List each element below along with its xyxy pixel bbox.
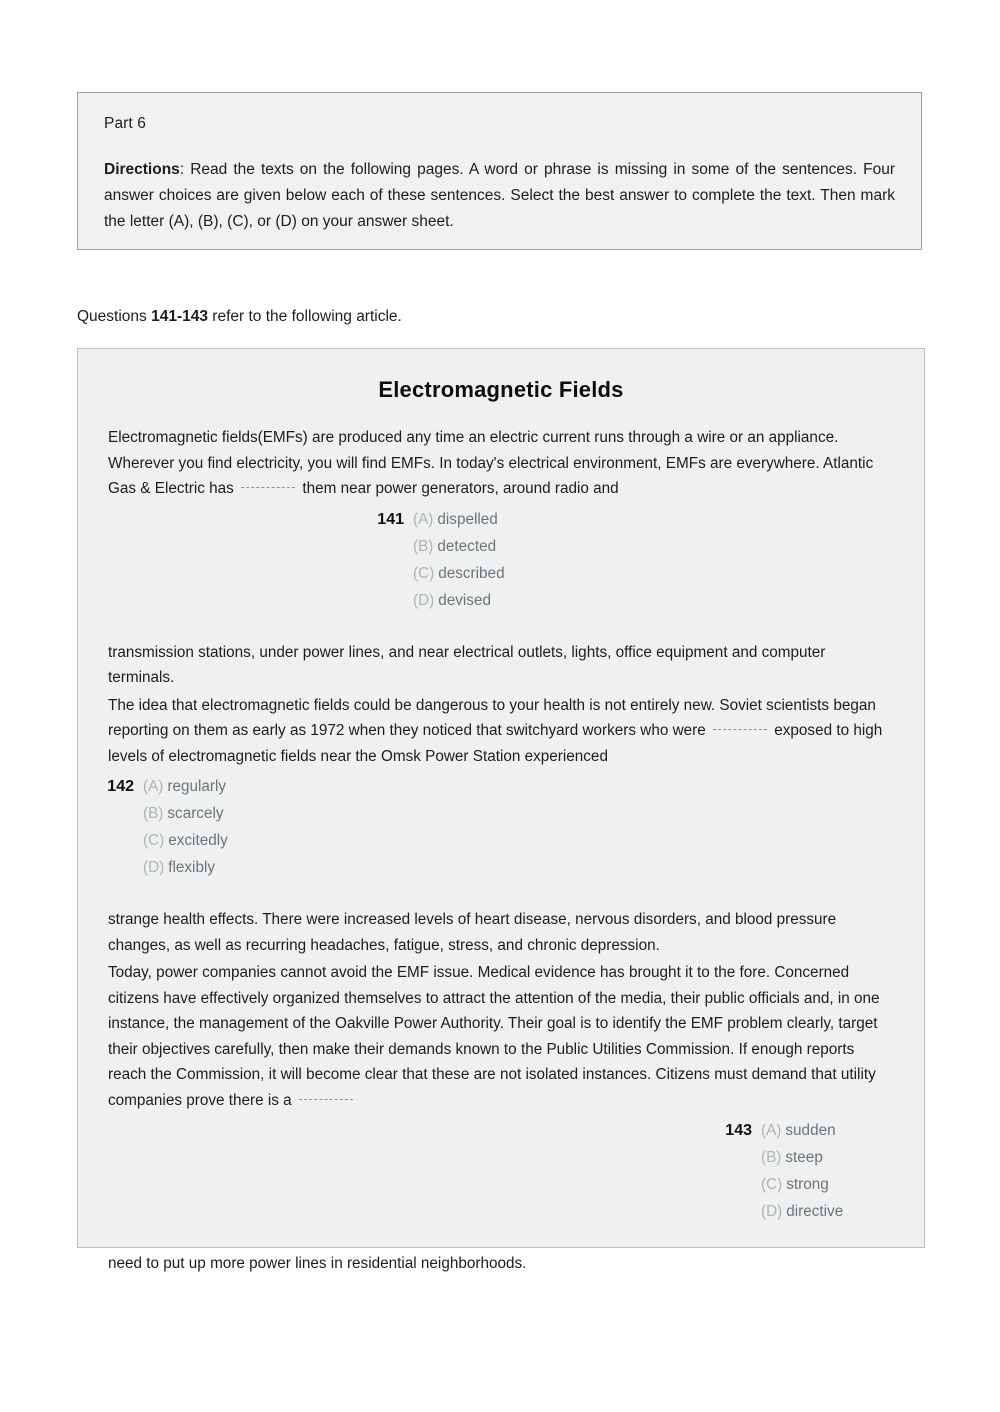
choice-text: described [438, 564, 505, 582]
choice-row[interactable] [718, 1171, 894, 1198]
choice-text: steep [785, 1149, 823, 1166]
choice-letter: (B) [413, 537, 434, 555]
article-paragraph-6: need to put up more power lines in residential neighborhoods. [108, 1255, 527, 1272]
questions-suffix: refer to the following article. [208, 308, 402, 325]
answer-blank-142 [713, 729, 767, 730]
question-number-141: 141 [377, 510, 404, 528]
answer-blank-141 [241, 487, 295, 488]
choice-letter: (B) [143, 805, 164, 822]
choice-letter: (A) [143, 778, 164, 795]
directions-text: : Read the texts on the following pages. A word or phrase is missing in some of the sentences. Four answer choices are given below each of these sentences. Select the best answer to complete the text. Then mark the letter (A), (B), (C), or (D) on your answer sheet. [104, 161, 895, 230]
article-paragraph-3 [108, 693, 894, 770]
choice-letter: (C) [761, 1176, 783, 1193]
paragraph-5-text-before-blank: Today, power companies cannot avoid the EMF issue. Medical evidence has brought it to the fore. Concerned citizens have effectively organized themselves to attract the attention of the media, their public officials and, in one instance, the management of the Oakville Power Authority. Their goal is to identify the EMF problem clearly, target their objectives carefully, then make their demands known to the Public Utilities Commission. If enough reports reach the Commission, it will become clear that these are not isolated instances. Citizens must demand that utility companies prove there is a [108, 964, 880, 1109]
directions-paragraph [104, 157, 895, 235]
directions-label: Directions [104, 161, 180, 178]
questions-range: 141-143 [151, 308, 208, 325]
choice-row[interactable] [100, 827, 894, 854]
choice-letter: (D) [761, 1203, 783, 1220]
spacer [108, 881, 894, 907]
choice-letter: (D) [143, 859, 165, 876]
question-141-choices [370, 506, 894, 614]
choice-text: directive [786, 1203, 844, 1220]
choice-text: flexibly [168, 859, 216, 876]
choice-row[interactable] [718, 1144, 894, 1171]
paragraph-3-text-before-blank: The idea that electromagnetic fields could be dangerous to your health is not entirely new. Soviet scientists began reporting on them as early as 1972 when they noticed that switchyard workers who were [108, 696, 876, 739]
choice-row[interactable] [100, 800, 894, 827]
choice-row[interactable] [370, 533, 894, 560]
article-paragraph-2: transmission stations, under power lines, and near electrical outlets, lights, office equipment and computer terminals. [108, 643, 826, 686]
choice-letter: (A) [413, 510, 434, 528]
paragraph-1-text-after-blank: them near power generators, around radio and [302, 480, 619, 497]
spacer [108, 1225, 894, 1251]
choice-row[interactable] [370, 560, 894, 587]
article-title: Electromagnetic Fields [378, 377, 624, 402]
paragraph-3-text-after-blank: exposed to high levels of electromagnetic fields near the Omsk Power Station experienced [108, 722, 883, 765]
choice-letter: (C) [413, 564, 435, 582]
choice-row[interactable] [370, 506, 894, 533]
directions-box [77, 92, 922, 250]
question-142-choices [100, 773, 894, 881]
choice-letter: (D) [413, 591, 435, 609]
choice-text: strong [786, 1176, 829, 1193]
choice-text: regularly [167, 778, 227, 795]
choice-text: excitedly [168, 832, 228, 849]
questions-reference-line [77, 308, 402, 326]
questions-prefix: Questions [77, 308, 152, 325]
part-label: Part 6 [104, 115, 146, 132]
spacer [108, 614, 894, 640]
article-paragraph-5 [108, 960, 894, 1113]
choice-text: devised [438, 591, 491, 609]
article-paragraph-1 [108, 425, 894, 502]
choice-row[interactable] [100, 773, 894, 800]
choice-letter: (C) [143, 832, 165, 849]
choice-text: detected [437, 537, 497, 555]
choice-letter: (A) [761, 1122, 782, 1139]
question-number-142: 142 [107, 778, 134, 795]
question-143-choices [718, 1117, 894, 1225]
answer-blank-143 [299, 1099, 353, 1100]
article-box [77, 348, 925, 1272]
article-paragraph-4: strange health effects. There were increased levels of heart disease, nervous disorders, and blood pressure changes, as well as recurring headaches, fatigue, stress, and chronic depression. [108, 911, 837, 954]
choice-row[interactable] [100, 854, 894, 881]
choice-text: sudden [785, 1122, 836, 1139]
choice-row[interactable] [370, 587, 894, 614]
choice-row[interactable] [718, 1117, 894, 1144]
choice-letter: (B) [761, 1149, 782, 1166]
question-number-143: 143 [725, 1122, 752, 1139]
choice-text: scarcely [167, 805, 224, 822]
choice-row[interactable] [718, 1198, 894, 1225]
choice-text: dispelled [437, 510, 498, 528]
paragraph-1-text-before-blank: Electromagnetic fields(EMFs) are produced any time an electric current runs through a wire or an appliance. Wherever you find electricity, you will find EMFs. In today's electrical environment, EMFs are everywhere. Atlantic Gas & Electric has [108, 429, 874, 497]
